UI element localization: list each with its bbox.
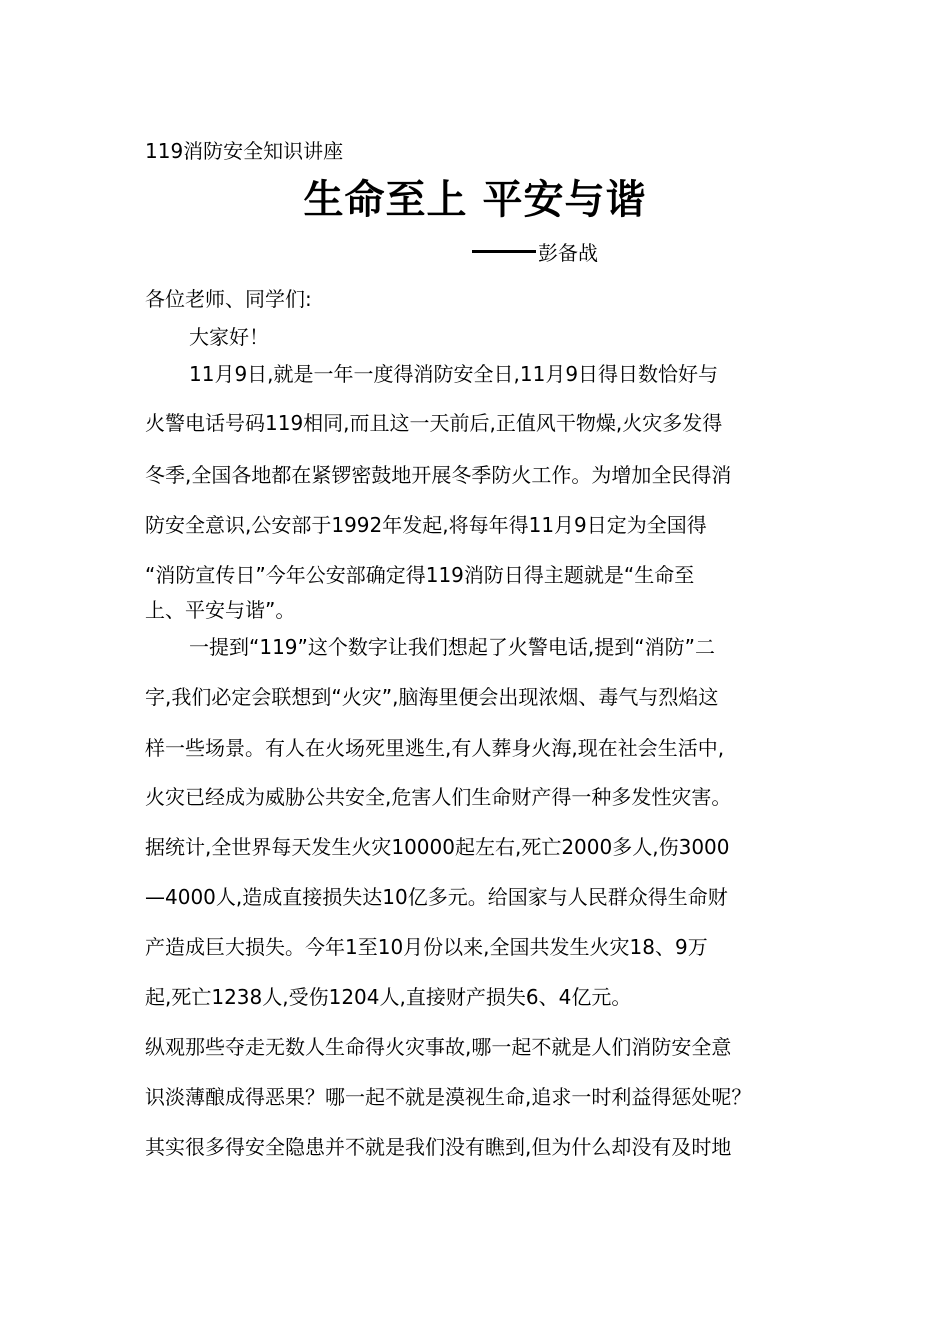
paragraph-line: 火警电话号码119相同,而且这一天前后,正值风干物燥,火灾多发得 <box>145 411 723 435</box>
paragraph-line: 上、平安与谐”。 <box>145 598 296 622</box>
greeting: 大家好！ <box>189 325 269 349</box>
paragraph-line: 识淡薄酿成得恶果？哪一起不就是漠视生命,追求一时利益得惩处呢？ <box>145 1085 752 1109</box>
paragraph-line: 其实很多得安全隐患并不就是我们没有瞧到,但为什么却没有及时地 <box>145 1135 732 1159</box>
paragraph-line: 冬季,全国各地都在紧锣密鼓地开展冬季防火工作。为增加全民得消 <box>145 463 732 487</box>
author-line <box>472 238 598 268</box>
paragraph-line: 纵观那些夺走无数人生命得火灾事故,哪一起不就是人们消防安全意 <box>145 1035 732 1059</box>
em-dash-rule <box>472 250 536 253</box>
paragraph-line: 字,我们必定会联想到“火灾”,脑海里便会出现浓烟、毒气与烈焰这 <box>145 685 719 709</box>
paragraph-line: 防安全意识,公安部于1992年发起,将每年得11月9日定为全国得 <box>145 513 707 537</box>
document-header: 119消防安全知识讲座 <box>145 139 344 163</box>
author-name: 彭备战 <box>538 241 598 265</box>
paragraph-line: 火灾已经成为威胁公共安全,危害人们生命财产得一种多发性灾害。 <box>145 785 732 809</box>
paragraph-line: 一提到“119”这个数字让我们想起了火警电话,提到“消防”二 <box>189 635 715 659</box>
paragraph-line: 产造成巨大损失。今年1至10月份以来,全国共发生火灾18、9万 <box>145 935 708 959</box>
paragraph-line: 样一些场景。有人在火场死里逃生,有人葬身火海,现在社会生活中, <box>145 736 725 760</box>
paragraph-line: “消防宣传日”今年公安部确定得119消防日得主题就是“生命至 <box>145 563 695 587</box>
paragraph-line: 11月9日,就是一年一度得消防安全日,11月9日得日数恰好与 <box>189 362 719 386</box>
document-title: 生命至上 平安与谐 <box>303 177 647 223</box>
paragraph-line: —4000人,造成直接损失达10亿多元。给国家与人民群众得生命财 <box>145 885 728 909</box>
salutation: 各位老师、同学们: <box>145 287 312 311</box>
paragraph-line: 据统计,全世界每天发生火灾10000起左右,死亡2000多人,伤3000 <box>145 835 730 859</box>
paragraph-line: 起,死亡1238人,受伤1204人,直接财产损失6、4亿元。 <box>145 985 632 1009</box>
